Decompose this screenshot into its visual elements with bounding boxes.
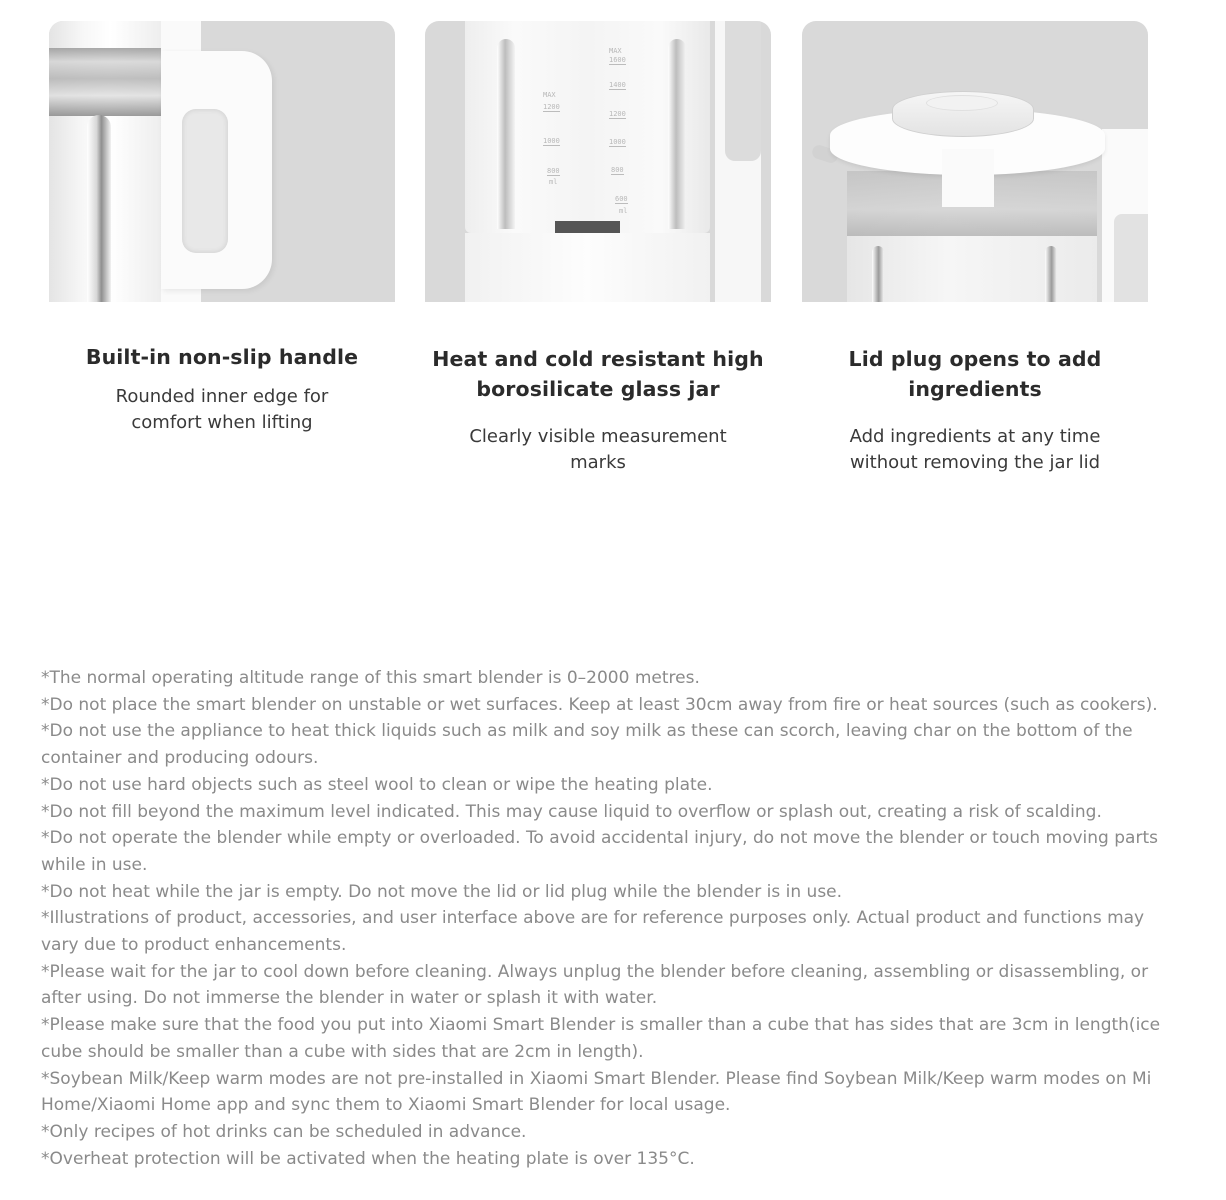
jar-mark-right: 1200 xyxy=(609,110,626,118)
jar-rib-left xyxy=(872,246,884,302)
jar-rim-band xyxy=(49,48,161,116)
disclaimer-note: *Soybean Milk/Keep warm modes are not pre-installed in Xiaomi Smart Blender. Please find Soybean Milk/Keep warm modes on Mi Home/Xiaomi Home app and sync them to Xiaomi Smart Blender for local usage. xyxy=(41,1068,1152,1116)
jar-handle-slot xyxy=(725,21,761,161)
disclaimer-notes xyxy=(41,665,1171,1172)
disclaimer-note: *Do not use the appliance to heat thick liquids such as milk and soy milk as these can scorch, leaving char on the bottom of the container and producing odours. xyxy=(41,721,1133,769)
jar-unit-right: ml xyxy=(619,207,628,215)
feature-card-lid-plug xyxy=(802,21,1148,476)
feature-card-glass-jar xyxy=(425,21,771,476)
jar-handle-slot xyxy=(1114,214,1148,302)
handle-product-image xyxy=(49,21,395,302)
feature-description: Rounded inner edge for comfort when lifting xyxy=(115,386,329,433)
glass-jar-product-image xyxy=(425,21,771,302)
feature-title: Heat and cold resistant high borosilicate glass jar xyxy=(432,347,764,401)
jar-rib-right xyxy=(668,39,686,229)
lid-plug-product-image xyxy=(802,21,1148,302)
jar-mark-right: 1000 xyxy=(609,138,626,146)
jar-mark-right: 600 xyxy=(615,195,628,203)
jar-mark-left: 1200 xyxy=(543,103,560,111)
feature-card-handle xyxy=(49,21,395,436)
feature-title: Lid plug opens to add ingredients xyxy=(848,347,1102,401)
disclaimer-note: *Do not operate the blender while empty or overloaded. To avoid accidental injury, do not move the blender or touch moving parts while in use. xyxy=(41,828,1158,875)
blender-base xyxy=(465,233,710,302)
feature-description: Add ingredients at any time without removing the jar lid xyxy=(849,426,1101,473)
lid-lock-tab xyxy=(942,149,994,207)
disclaimer-note: *Illustrations of product, accessories, and user interface above are for reference purposes only. Actual product and functions may vary due to product enhancements. xyxy=(41,908,1145,956)
feature-section xyxy=(0,0,1226,520)
jar-unit-left: ml xyxy=(549,178,558,186)
jar-mark-right: 1400 xyxy=(609,81,626,89)
jar-rib-left xyxy=(497,39,515,229)
disclaimer-note: *Do not place the smart blender on unstable or wet surfaces. Keep at least 30cm away from fire or heat sources (such as cookers). xyxy=(41,694,1158,715)
jar-rib-right xyxy=(1045,246,1057,302)
handle-grip-recess xyxy=(182,109,228,253)
disclaimer-note: *Please wait for the jar to cool down before cleaning. Always unplug the blender before cleaning, assembling or disassembling, or after using. Do not immerse the blender in water or splash it with water. xyxy=(41,961,1149,1009)
jar-mark-left: 1000 xyxy=(543,137,560,145)
jar-mark-right: 800 xyxy=(611,166,624,174)
feature-title: Built-in non-slip handle xyxy=(85,345,359,369)
feature-description: Clearly visible measurement marks xyxy=(469,426,727,473)
jar-rib xyxy=(87,115,111,302)
jar-mark-left: MAX xyxy=(543,91,556,99)
disclaimer-note: *Do not fill beyond the maximum level indicated. This may cause liquid to overflow or splash out, creating a risk of scalding. xyxy=(41,801,1102,822)
disclaimer-note: *Do not heat while the jar is empty. Do not move the lid or lid plug while the blender is in use. xyxy=(41,881,843,902)
disclaimer-note: *Overheat protection will be activated when the heating plate is over 135°C. xyxy=(41,1148,695,1169)
jar-mark-left: 800 xyxy=(547,167,560,175)
lid-plug-top xyxy=(926,95,998,111)
disclaimer-note: *The normal operating altitude range of this smart blender is 0–2000 metres. xyxy=(41,668,700,688)
disclaimer-note: *Only recipes of hot drinks can be scheduled in advance. xyxy=(41,1121,527,1142)
jar-mark-right: 1600 xyxy=(609,56,626,64)
disclaimer-note: *Please make sure that the food you put into Xiaomi Smart Blender is smaller than a cube that has sides that are 3cm in length(ice cube should be smaller than a cube with sides that are 2cm in length). xyxy=(41,1015,1161,1062)
jar-mark-right: MAX xyxy=(609,47,622,55)
disclaimer-note: *Do not use hard objects such as steel wool to clean or wipe the heating plate. xyxy=(41,774,713,795)
